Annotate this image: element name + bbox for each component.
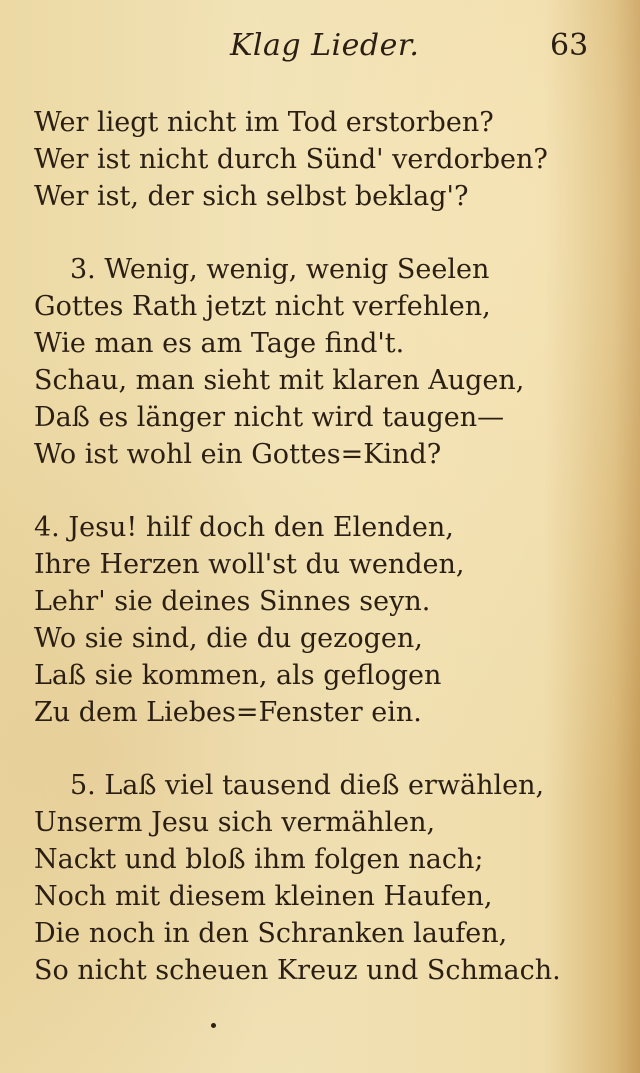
page-header [0, 28, 640, 72]
verse-line: Wer ist, der sich selbst beklag'? [34, 181, 469, 212]
page-number: 63 [550, 28, 589, 63]
hymn-text [34, 104, 561, 1025]
stanza-5 [34, 767, 561, 989]
verse-line: Wer ist nicht durch Sünd' verdorben? [34, 144, 548, 175]
verse-line: Laß sie kommen, als geflogen [34, 660, 442, 691]
verse-line: Nackt und bloß ihm folgen nach; [34, 844, 484, 875]
verse-line: 4. Jesu! hilf doch den Elenden, [34, 512, 454, 543]
verse-line: So nicht scheuen Kreuz und Schmach. [34, 955, 561, 986]
stanza-3 [34, 251, 554, 473]
verse-line: Wo sie sind, die du gezogen, [34, 623, 423, 654]
verse-line: Gottes Rath jetzt nicht verfehlen, [34, 291, 491, 322]
verse-line: Schau, man sieht mit klaren Augen, [34, 365, 525, 396]
verse-line: Wer liegt nicht im Tod erstorben? [34, 107, 494, 138]
verse-line: Ihre Herzen woll'st du wenden, [34, 549, 465, 580]
verse-line: Lehr' sie deines Sinnes seyn. [34, 586, 431, 617]
verse-line: Unserm Jesu sich vermählen, [34, 807, 436, 838]
verse-line: Wo ist wohl ein Gottes=Kind? [34, 439, 442, 470]
stanza-4 [34, 509, 554, 731]
verse-line: Die noch in den Schranken laufen, [34, 918, 508, 949]
verse-line: Daß es länger nicht wird taugen— [34, 402, 505, 433]
verse-line: 3. Wenig, wenig, wenig Seelen [70, 254, 490, 285]
verse-line: 5. Laß viel tausend dieß erwählen, [70, 770, 545, 801]
verse-line: Noch mit diesem kleinen Haufen, [34, 881, 493, 912]
verse-line: Zu dem Liebes=Fenster ein. [34, 697, 422, 728]
running-title: Klag Lieder. [230, 28, 420, 63]
printer-mark [211, 1023, 216, 1028]
stanza-2-continuation [34, 104, 554, 215]
verse-line: Wie man es am Tage find't. [34, 328, 405, 359]
